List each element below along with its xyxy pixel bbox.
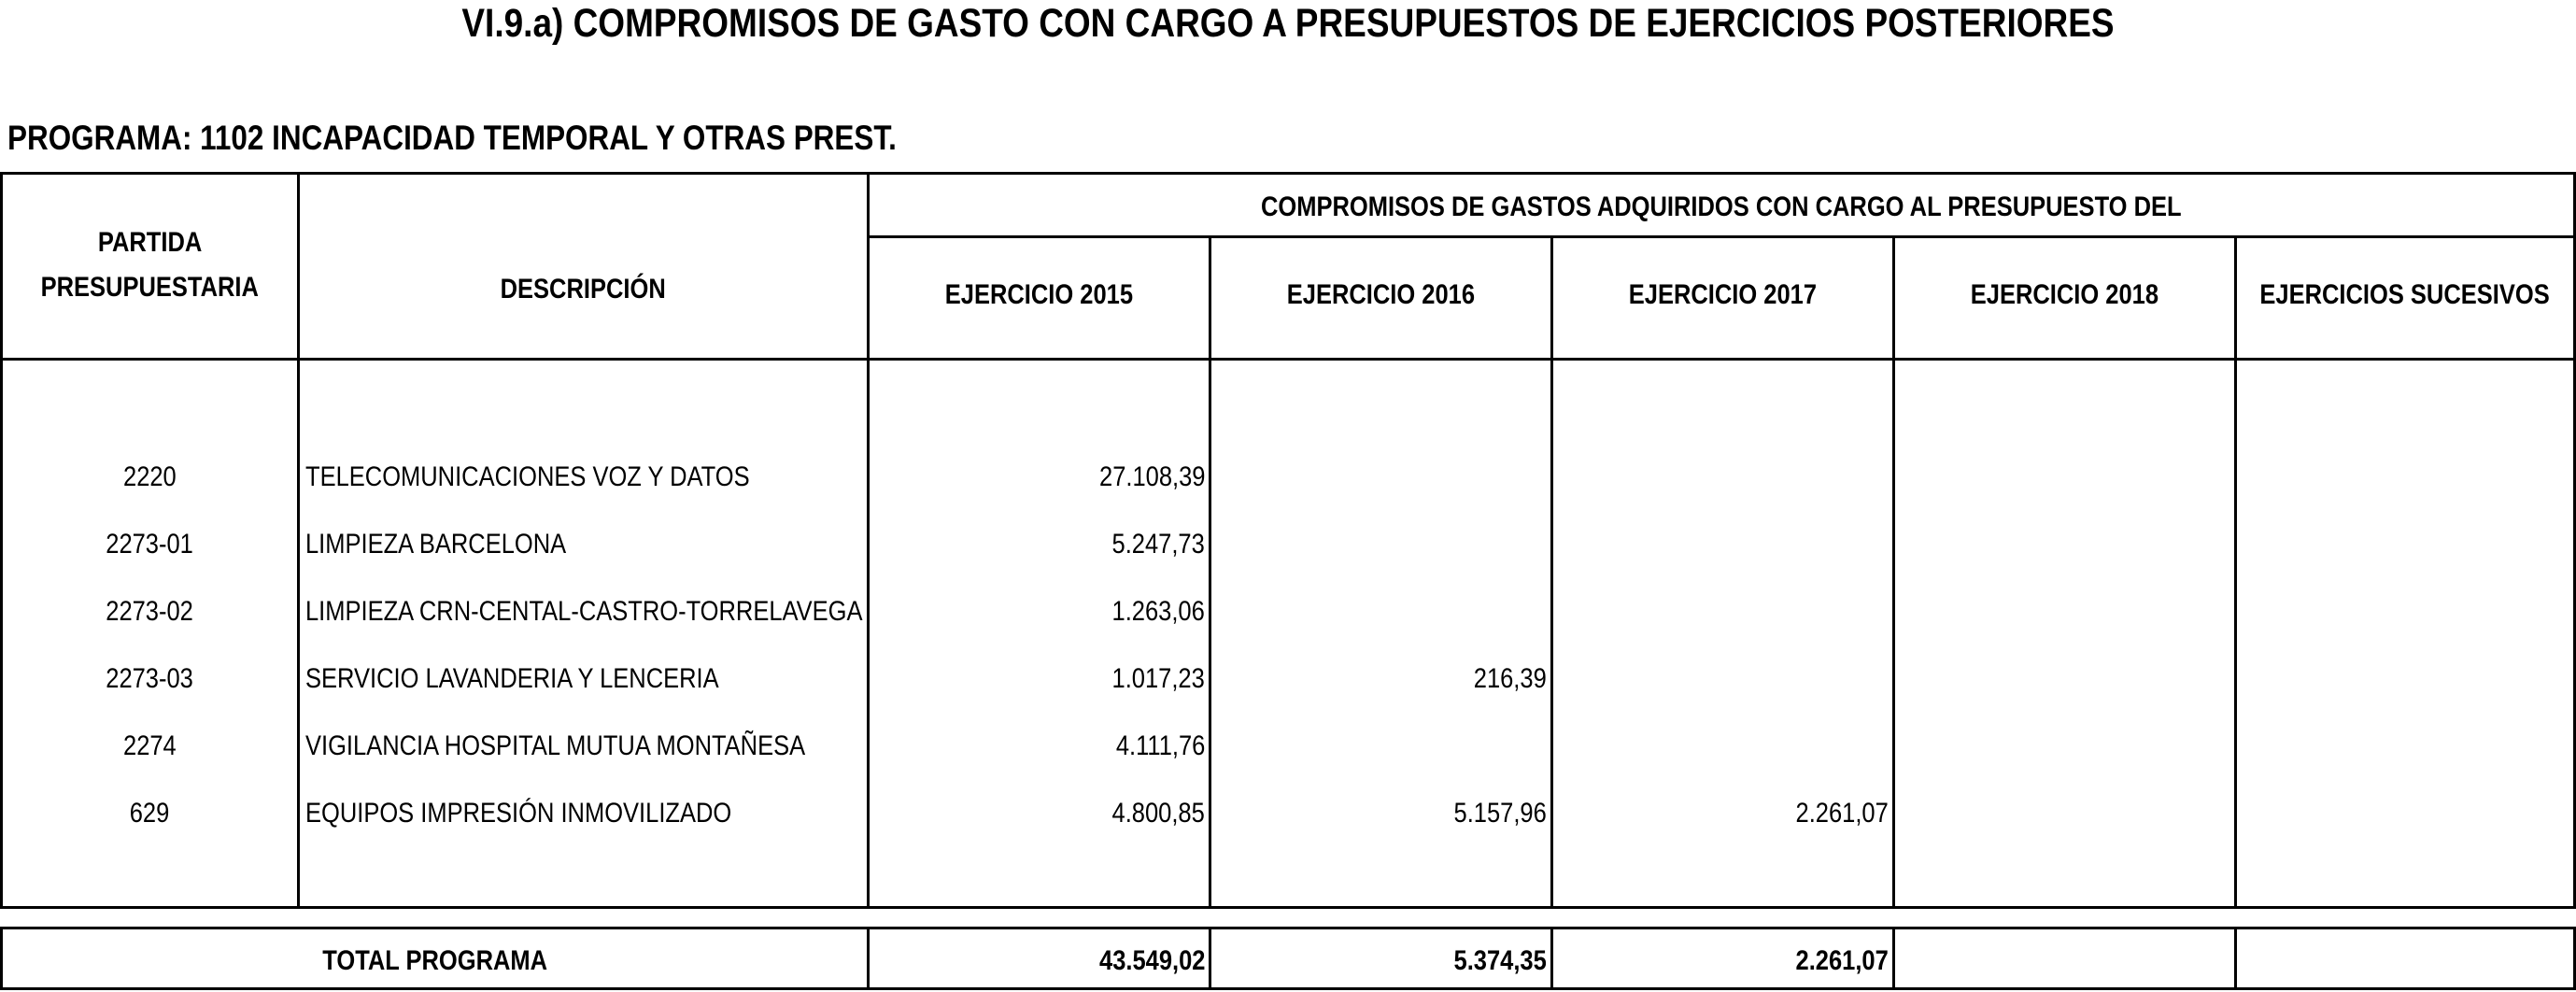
row-partida: 629 — [130, 798, 170, 829]
header-group: COMPROMISOS DE GASTOS ADQUIRIDOS CON CARGO AL PRESUPUESTO DEL — [1261, 191, 2182, 222]
row-value-2018 — [1895, 588, 2230, 635]
total-value-2018 — [1895, 938, 2230, 985]
header-ejercicios-sucesivos: EJERCICIOS SUCESIVOS — [2259, 279, 2551, 310]
row-value-2017 — [1553, 454, 1889, 501]
table-top-border — [0, 172, 2576, 175]
row-value-2016 — [1211, 454, 1547, 501]
row-value-2018 — [1895, 790, 2230, 837]
row-descripcion: LIMPIEZA BARCELONA — [305, 529, 567, 560]
programa-heading: PROGRAMA: 1102 INCAPACIDAD TEMPORAL Y OTRAS PREST. — [7, 119, 897, 157]
total-value-sucesivos — [2237, 938, 2569, 985]
header-bottom-border — [0, 358, 2576, 361]
row-value-2018 — [1895, 723, 2230, 770]
row-value-2015: 5.247,73 — [1111, 529, 1205, 560]
row-value-2017 — [1553, 656, 1889, 702]
row-value-2018 — [1895, 454, 2230, 501]
group-header-divider — [867, 235, 2576, 238]
header-ejercicio-2017: EJERCICIO 2017 — [1628, 279, 1818, 310]
row-value-2015: 27.108,39 — [1098, 461, 1205, 492]
row-value-sucesivos — [2237, 790, 2569, 837]
table-bottom-border — [0, 906, 2576, 909]
row-partida: 2273-02 — [106, 596, 194, 627]
row-value-2017 — [1553, 521, 1889, 568]
header-ejercicio-2018: EJERCICIO 2018 — [1970, 279, 2159, 310]
row-partida: 2274 — [123, 730, 177, 761]
header-partida-line1: PARTIDA — [97, 227, 203, 258]
row-value-sucesivos — [2237, 723, 2569, 770]
row-partida: 2273-03 — [106, 663, 194, 694]
total-label: TOTAL PROGRAMA — [322, 945, 547, 976]
row-value-2015: 1.263,06 — [1111, 596, 1205, 627]
header-descripcion: DESCRIPCIÓN — [500, 274, 667, 305]
row-descripcion: SERVICIO LAVANDERIA Y LENCERIA — [305, 663, 719, 694]
row-value-2015: 4.800,85 — [1111, 798, 1205, 829]
total-value-2016: 5.374,35 — [1453, 945, 1547, 976]
row-value-2018 — [1895, 521, 2230, 568]
row-descripcion: EQUIPOS IMPRESIÓN INMOVILIZADO — [305, 798, 732, 829]
row-value-2017: 2.261,07 — [1795, 798, 1889, 829]
row-value-2017 — [1553, 588, 1889, 635]
row-value-2016: 5.157,96 — [1453, 798, 1547, 829]
row-value-sucesivos — [2237, 521, 2569, 568]
page-title: VI.9.a) COMPROMISOS DE GASTO CON CARGO A PRESUPUESTOS DE EJERCICIOS POSTERIORES — [461, 1, 2115, 46]
row-value-sucesivos — [2237, 656, 2569, 702]
total-value-2017: 2.261,07 — [1795, 945, 1889, 976]
total-value-2015: 43.549,02 — [1098, 945, 1205, 976]
total-bottom-border — [0, 987, 2576, 990]
header-ejercicio-2016: EJERCICIO 2016 — [1286, 279, 1476, 310]
row-value-2015: 1.017,23 — [1111, 663, 1205, 694]
row-value-2016 — [1211, 521, 1547, 568]
header-partida-line2: PRESUPUESTARIA — [40, 272, 260, 303]
row-value-2016 — [1211, 588, 1547, 635]
row-value-2018 — [1895, 656, 2230, 702]
row-value-2017 — [1553, 723, 1889, 770]
row-value-sucesivos — [2237, 454, 2569, 501]
row-descripcion: LIMPIEZA CRN-CENTAL-CASTRO-TORRELAVEGA — [305, 596, 863, 627]
total-top-border — [0, 927, 2576, 929]
row-value-sucesivos — [2237, 588, 2569, 635]
row-partida: 2273-01 — [106, 529, 194, 560]
row-value-2015: 4.111,76 — [1115, 730, 1205, 761]
row-value-2016 — [1211, 723, 1547, 770]
row-partida: 2220 — [123, 461, 177, 492]
header-ejercicio-2015: EJERCICIO 2015 — [944, 279, 1134, 310]
row-descripcion: VIGILANCIA HOSPITAL MUTUA MONTAÑESA — [305, 730, 806, 761]
row-descripcion: TELECOMUNICACIONES VOZ Y DATOS — [305, 461, 750, 492]
row-value-2016: 216,39 — [1473, 663, 1547, 694]
